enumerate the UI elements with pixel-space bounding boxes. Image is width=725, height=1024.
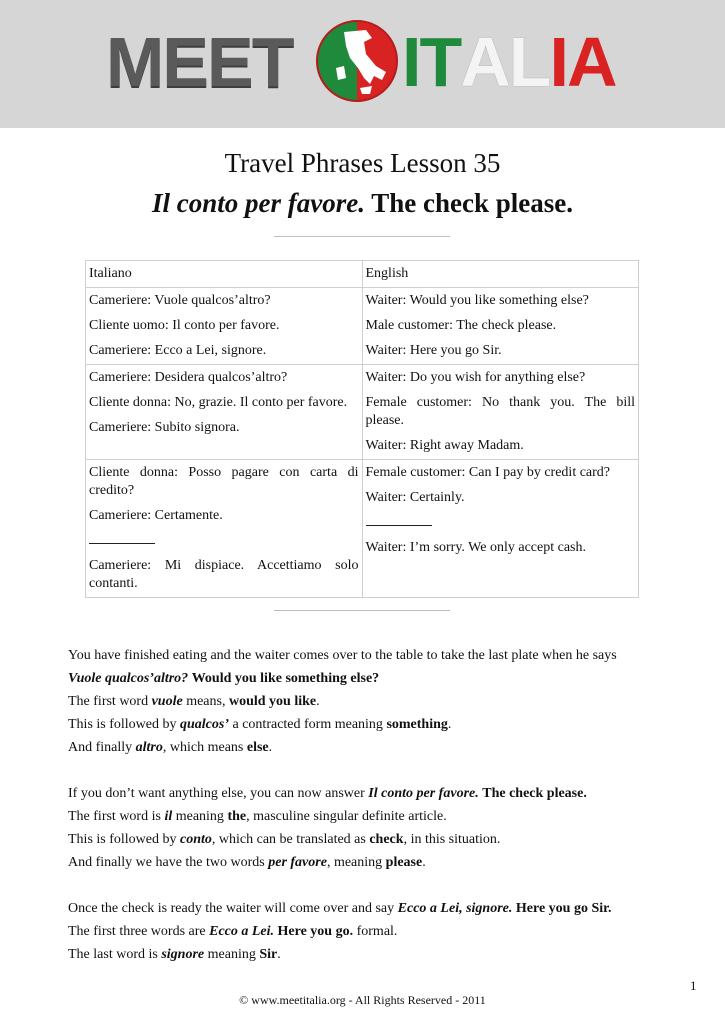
text: means, <box>182 694 229 709</box>
table-row <box>86 460 639 598</box>
italy-map-badge-icon <box>314 18 400 104</box>
logo-meet-text: MEET <box>106 23 293 101</box>
dialog-line: Female customer: No thank you. The bill please. <box>365 395 635 428</box>
text: The first word <box>68 694 152 709</box>
italian-word: vuole <box>151 694 183 709</box>
logo-letter-l: L <box>508 23 550 101</box>
text: The first word is <box>68 809 165 824</box>
logo-letter-a2: A <box>567 23 616 101</box>
dialog-line: Waiter: I’m sorry. We only accept cash. <box>365 540 586 555</box>
text: , which means <box>162 740 247 755</box>
text: This is followed by <box>68 832 180 847</box>
italian-cell <box>86 288 363 365</box>
divider-rule <box>274 236 450 237</box>
paragraph <box>68 897 658 920</box>
logo-letter-i2: I <box>549 23 567 101</box>
paragraph <box>68 644 658 690</box>
table-header-row <box>86 261 639 288</box>
text: . <box>447 717 452 732</box>
italian-cell <box>86 365 363 460</box>
paragraph <box>68 713 658 736</box>
english-word: the <box>227 809 247 824</box>
header-italiano: Italiano <box>86 261 363 288</box>
dialog-table <box>85 260 639 598</box>
italian-phrase: Il conto per favore. <box>368 786 479 801</box>
text: formal. <box>353 924 398 939</box>
english-phrase: Here you go Sir. <box>515 901 612 916</box>
subtitle-english: The check please. <box>371 188 573 218</box>
dialog-line: Waiter: Do you wish for anything else? <box>365 370 586 385</box>
english-cell <box>362 288 639 365</box>
meetitalia-logo <box>106 18 618 106</box>
paragraph <box>68 920 658 943</box>
text: And finally <box>68 740 136 755</box>
lesson-subtitle <box>0 186 725 220</box>
blank-underline <box>89 532 155 544</box>
logo-letter-a: A <box>460 23 509 101</box>
lesson-title: Travel Phrases Lesson 35 <box>224 148 501 178</box>
dialog-line: Cliente donna: Posso pagare con carta di credito? <box>89 465 359 498</box>
logo-letter-t: T <box>419 23 461 101</box>
text: meaning <box>204 947 260 962</box>
spacer <box>68 874 658 897</box>
text: , masculine singular definite article. <box>246 809 447 824</box>
paragraph <box>68 851 658 874</box>
paragraph <box>68 690 658 713</box>
text: . <box>268 740 273 755</box>
dialog-line: Cameriere: Vuole qualcos’altro? <box>89 293 271 308</box>
dialog-line: Cliente uomo: Il conto per favore. <box>89 318 280 333</box>
logo-letter-i: I <box>402 23 420 101</box>
dialog-line: Waiter: Here you go Sir. <box>365 343 502 358</box>
table-row <box>86 365 639 460</box>
text: The last word is <box>68 947 162 962</box>
blank-line <box>366 514 636 532</box>
paragraph <box>68 805 658 828</box>
italian-word: per favore <box>268 855 327 870</box>
text: a contracted form meaning <box>229 717 387 732</box>
text: The first three words are <box>68 924 210 939</box>
italian-word: il <box>164 809 173 824</box>
header-english: English <box>362 261 639 288</box>
text: , which can be translated as <box>211 832 370 847</box>
italian-phrase: Ecco a Lei. <box>209 924 275 939</box>
english-word: else <box>246 740 269 755</box>
text: Once the check is ready the waiter will come over and say <box>68 901 398 916</box>
english-word: something <box>386 717 448 732</box>
text: , meaning <box>326 855 386 870</box>
dialog-line: Waiter: Certainly. <box>365 490 465 505</box>
paragraph <box>68 736 658 759</box>
dialog-line: Cameriere: Subito signora. <box>89 420 240 435</box>
lesson-explanation <box>68 644 658 966</box>
dialog-line: Waiter: Would you like something else? <box>365 293 589 308</box>
italian-word: conto <box>180 832 212 847</box>
text: You have finished eating and the waiter comes over to the table to take the last plate when he says <box>68 648 617 663</box>
italian-word: signore <box>161 947 205 962</box>
dialog-line: Female customer: Can I pay by credit card? <box>365 465 611 480</box>
text: And finally we have the two words <box>68 855 269 870</box>
paragraph <box>68 782 658 805</box>
italian-phrase: Ecco a Lei, signore. <box>397 901 513 916</box>
paragraph <box>68 828 658 851</box>
italian-word: qualcos’ <box>180 717 229 732</box>
table-row <box>86 288 639 365</box>
italian-cell <box>86 460 363 598</box>
page-number: 1 <box>690 978 697 993</box>
text: . <box>316 694 320 709</box>
english-word: would you like <box>228 694 317 709</box>
paragraph <box>68 943 658 966</box>
blank-line <box>89 532 359 550</box>
english-cell <box>362 460 639 598</box>
english-word: Sir <box>259 947 278 962</box>
dialog-line: Cameriere: Mi dispiace. Accettiamo solo contanti. <box>89 558 359 591</box>
text: , in this situation. <box>403 832 501 847</box>
english-cell <box>362 365 639 460</box>
dialog-line: Cameriere: Certamente. <box>89 508 223 523</box>
english-phrase: Here you go. <box>277 924 354 939</box>
spacer <box>68 759 658 782</box>
dialog-line: Waiter: Right away Madam. <box>365 438 524 453</box>
dialog-line: Cliente donna: No, grazie. Il conto per favore. <box>89 395 348 410</box>
english-phrase: The check please. <box>482 786 587 801</box>
subtitle-italian: Il conto per favore. <box>152 188 365 218</box>
footer-copyright: © www.meetitalia.org - All Rights Reserved - 2011 <box>239 993 486 1007</box>
divider-rule <box>274 610 450 611</box>
text: meaning <box>172 809 228 824</box>
italian-word: altro <box>135 740 163 755</box>
text: If you don’t want anything else, you can now answer <box>68 786 369 801</box>
dialog-line: Cameriere: Desidera qualcos’altro? <box>89 370 288 385</box>
text: . <box>422 855 426 870</box>
logo-italia-text <box>402 22 616 102</box>
text: . <box>277 947 281 962</box>
english-word: please <box>385 855 423 870</box>
italian-phrase: Vuole qualcos’altro? <box>68 671 189 686</box>
text: This is followed by <box>68 717 180 732</box>
dialog-line: Male customer: The check please. <box>365 318 557 333</box>
english-phrase: Would you like something else? <box>191 671 380 686</box>
blank-underline <box>366 514 432 526</box>
header-band <box>0 0 725 128</box>
dialog-line: Cameriere: Ecco a Lei, signore. <box>89 343 267 358</box>
english-word: check <box>369 832 404 847</box>
